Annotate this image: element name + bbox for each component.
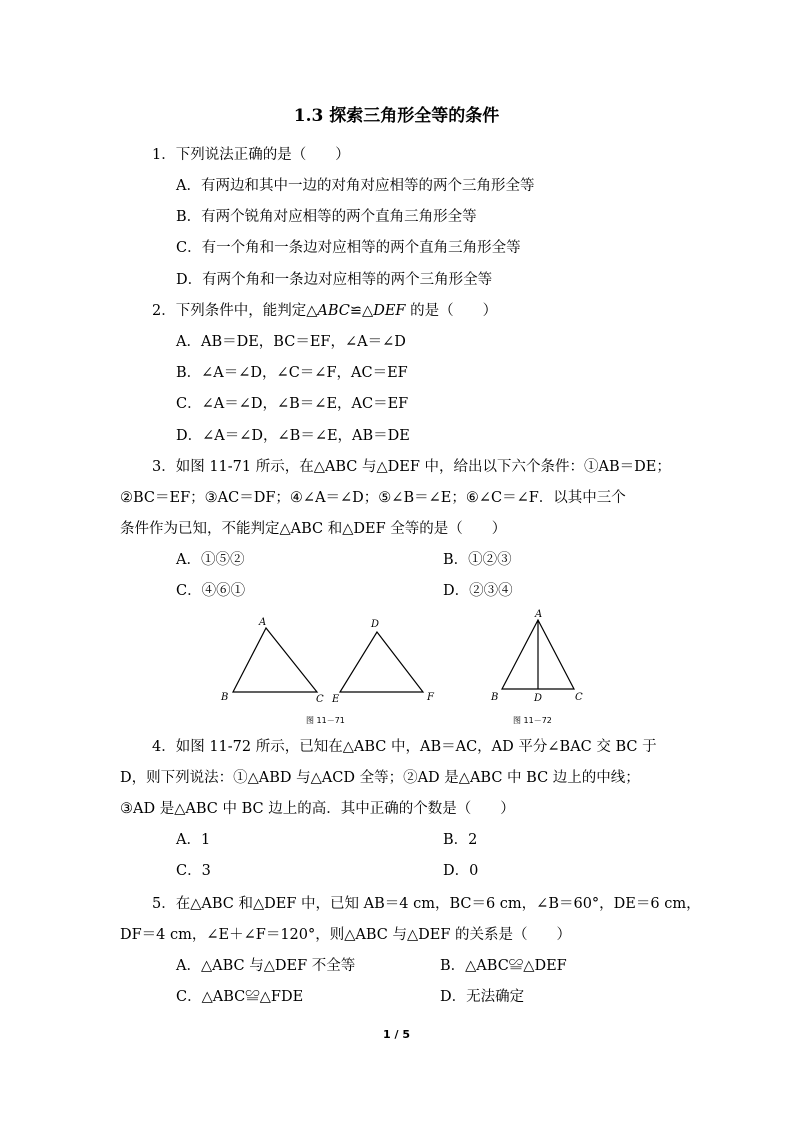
label-a: A bbox=[259, 617, 267, 628]
triangle-abc bbox=[233, 628, 317, 692]
q5-option-b: B．△ABC≌△DEF bbox=[440, 958, 567, 974]
q2-stem-abc: ABC bbox=[317, 303, 350, 319]
q3-option-d: D．②③④ bbox=[443, 583, 513, 599]
q2-stem-pre: 2．下列条件中，能判定△ bbox=[152, 303, 318, 319]
label-a: A bbox=[535, 609, 543, 620]
figure-11-72 bbox=[480, 605, 600, 730]
q4-line-3: ③AD 是△ABC 中 BC 边上的高．其中正确的个数是（ ） bbox=[120, 801, 515, 817]
label-c: C bbox=[316, 694, 324, 705]
q5-option-a: A．△ABC 与△DEF 不全等 bbox=[176, 958, 356, 974]
q2-option-d: D．∠A＝∠D，∠B＝∠E，AB＝DE bbox=[176, 428, 410, 444]
q1-option-b: B．有两个锐角对应相等的两个直角三角形全等 bbox=[176, 209, 477, 225]
q2-stem-def: DEF bbox=[373, 303, 406, 319]
q3-line-3: 条件作为已知，不能判定△ABC 和△DEF 全等的是（ ） bbox=[120, 521, 507, 537]
figure-11-71-caption: 图 11－71 bbox=[306, 716, 345, 725]
q3-option-b: B．①②③ bbox=[443, 552, 512, 568]
q4-option-a: A．1 bbox=[176, 832, 211, 848]
label-d: D bbox=[371, 619, 380, 630]
q3-line-1: 3．如图 11-71 所示，在△ABC 与△DEF 中，给出以下六个条件：①AB＝DE； bbox=[152, 459, 671, 475]
page-title: 1.3 探索三角形全等的条件 bbox=[293, 106, 500, 126]
q3-option-a: A．①⑤② bbox=[176, 552, 245, 568]
q5-line-2: DF＝4 cm，∠E＋∠F＝120°，则△ABC 与△DEF 的关系是（ ） bbox=[120, 927, 572, 943]
q2-option-b: B．∠A＝∠D，∠C＝∠F，AC＝EF bbox=[176, 365, 408, 381]
label-b: B bbox=[221, 692, 229, 703]
figure-11-72-caption: 图 11－72 bbox=[513, 716, 552, 725]
q3-option-c: C．④⑥① bbox=[176, 583, 246, 599]
q5-option-c: C．△ABC≌△FDE bbox=[176, 989, 304, 1005]
triangle-def bbox=[340, 632, 423, 692]
q4-line-1: 4．如图 11-72 所示，已知在△ABC 中，AB＝AC，AD 平分∠BAC 交 BC 于 bbox=[152, 739, 657, 755]
label-c: C bbox=[575, 692, 583, 703]
q5-line-1: 5．在△ABC 和△DEF 中，已知 AB＝4 cm，BC＝6 cm，∠B＝60°，DE＝6 cm， bbox=[152, 896, 701, 912]
q4-option-d: D．0 bbox=[443, 863, 479, 879]
q2-stem-post: 的是（ ） bbox=[405, 303, 498, 319]
figure-11-71-drawing bbox=[210, 610, 450, 730]
q2-option-c: C．∠A＝∠D，∠B＝∠E，AC＝EF bbox=[176, 396, 409, 412]
q1-option-c: C．有一个角和一条边对应相等的两个直角三角形全等 bbox=[176, 240, 521, 256]
label-f: F bbox=[427, 692, 434, 703]
q3-line-2: ②BC＝EF；③AC＝DF；④∠A＝∠D；⑤∠B＝∠E；⑥∠C＝∠F．以其中三个 bbox=[120, 490, 626, 506]
page-number: 1 / 5 bbox=[383, 1028, 410, 1041]
q1-option-d: D．有两个角和一条边对应相等的两个三角形全等 bbox=[176, 272, 493, 288]
q4-line-2: D，则下列说法：①△ABD 与△ACD 全等；②AD 是△ABC 中 BC 边上的中线； bbox=[120, 770, 640, 786]
q1-option-a: A．有两边和其中一边的对角对应相等的两个三角形全等 bbox=[176, 178, 535, 194]
q2-stem bbox=[152, 301, 497, 321]
q1-stem: 1．下列说法正确的是（ ） bbox=[152, 147, 350, 163]
q2-stem-cong: ≌△ bbox=[349, 303, 374, 319]
label-d: D bbox=[534, 693, 543, 704]
label-b: B bbox=[491, 692, 499, 703]
label-e: E bbox=[332, 694, 340, 705]
q4-option-b: B．2 bbox=[443, 832, 478, 848]
q4-option-c: C．3 bbox=[176, 863, 211, 879]
q2-option-a: A．AB＝DE，BC＝EF，∠A＝∠D bbox=[176, 334, 406, 350]
figure-11-71 bbox=[210, 610, 450, 730]
figure-11-72-drawing bbox=[480, 605, 600, 730]
q5-option-d: D．无法确定 bbox=[440, 989, 525, 1005]
